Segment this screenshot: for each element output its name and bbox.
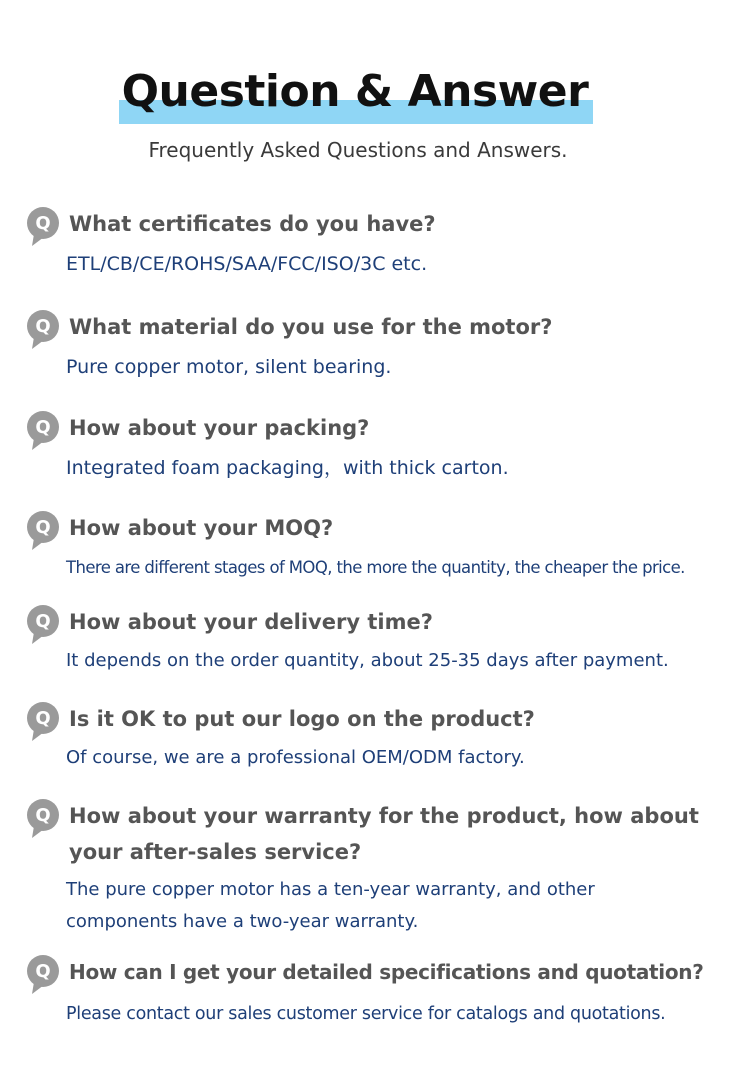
faq-answer: There are different stages of MOQ, the more the quantity, the cheaper the price.	[66, 558, 685, 577]
q-speech-bubble-icon	[24, 701, 64, 743]
svg-text:Q: Q	[35, 417, 51, 438]
q-speech-bubble-icon	[24, 309, 64, 351]
svg-text:Q: Q	[35, 805, 51, 826]
faq-answer: The pure copper motor has a ten-year warranty, and other components have a two-year warranty.	[66, 879, 595, 932]
faq-answer: Of course, we are a professional OEM/ODM factory.	[66, 747, 525, 768]
page-title: Question & Answer	[121, 66, 589, 117]
q-speech-bubble-icon	[24, 798, 64, 840]
svg-text:Q: Q	[35, 708, 51, 729]
q-speech-bubble-icon	[24, 410, 64, 452]
q-speech-bubble-icon	[24, 206, 64, 248]
svg-text:Q: Q	[35, 961, 51, 982]
faq-question: What material do you use for the motor?	[69, 315, 553, 339]
svg-text:Q: Q	[35, 611, 51, 632]
svg-text:Q: Q	[35, 213, 51, 234]
faq-question: How about your packing?	[69, 416, 370, 440]
faq-answer: Pure copper motor, silent bearing.	[66, 356, 392, 378]
q-speech-bubble-icon	[24, 954, 64, 996]
faq-question: How about your MOQ?	[69, 516, 334, 540]
svg-text:Q: Q	[35, 517, 51, 538]
faq-question: How about your delivery time?	[69, 610, 433, 634]
faq-answer: Integrated foam packaging，with thick carton.	[66, 457, 509, 479]
faq-answer: ETL/CB/CE/ROHS/SAA/FCC/ISO/3C etc.	[66, 253, 428, 275]
svg-text:Q: Q	[35, 316, 51, 337]
faq-question: How can I get your detailed specifications and quotation?	[69, 960, 704, 984]
faq-question: Is it OK to put our logo on the product?	[69, 707, 535, 731]
faq-answer: It depends on the order quantity, about 25-35 days after payment.	[66, 650, 669, 671]
q-speech-bubble-icon	[24, 510, 64, 552]
faq-question: What certificates do you have?	[69, 212, 436, 236]
title-block	[0, 62, 750, 132]
page-subtitle: Frequently Asked Questions and Answers.	[148, 138, 568, 162]
faq-answer: Please contact our sales customer service for catalogs and quotations.	[66, 1004, 666, 1024]
q-speech-bubble-icon	[24, 604, 64, 646]
faq-question: How about your warranty for the product, how about your after-sales service?	[69, 804, 699, 864]
